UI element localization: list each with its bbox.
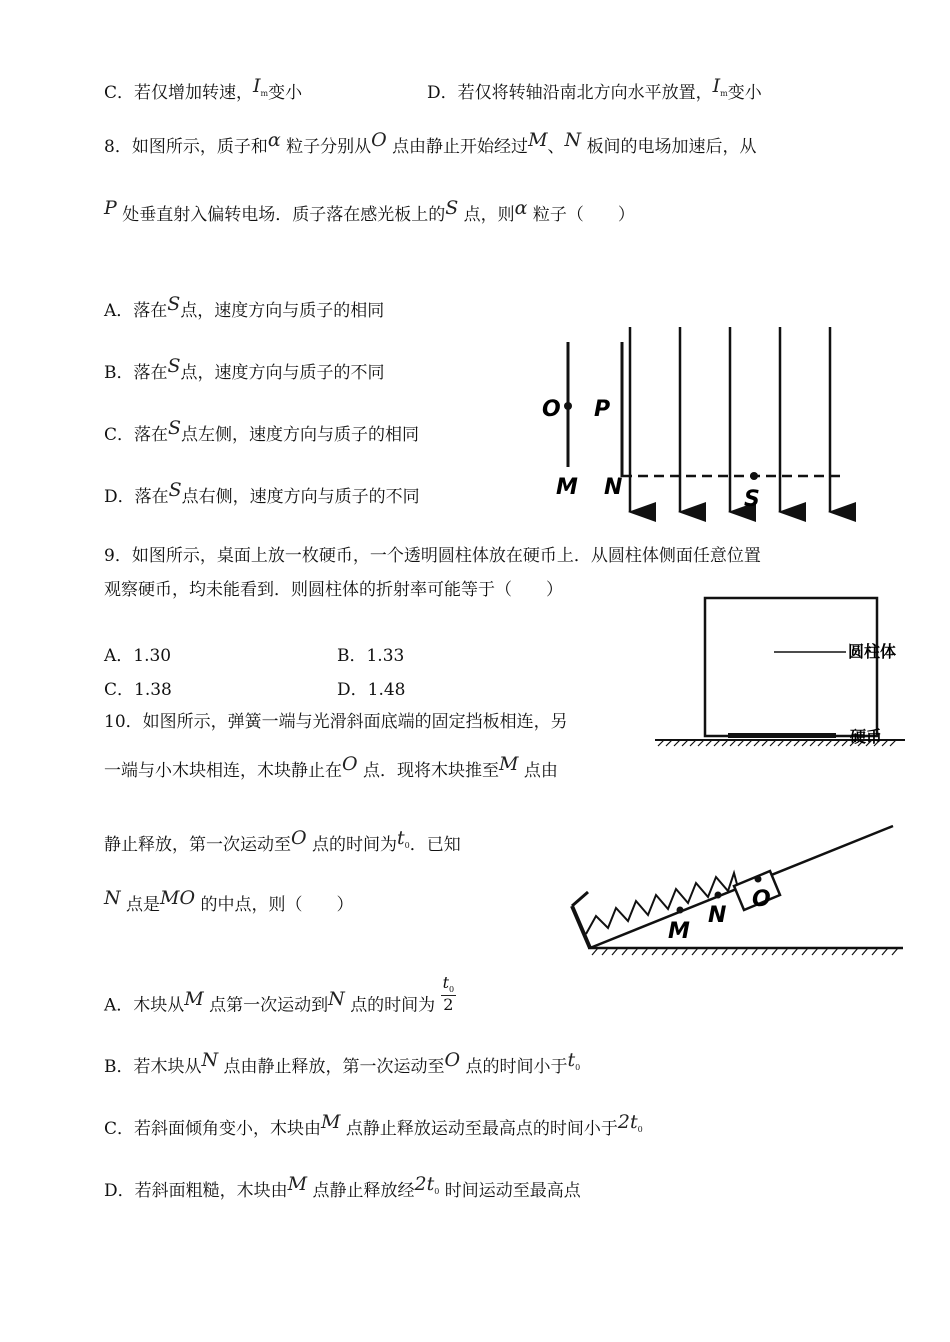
coin-label: 硬币 — [850, 727, 883, 746]
fixed-stop — [572, 906, 590, 948]
label-m: M — [668, 919, 690, 944]
q9-option-a: A．1.30 — [104, 646, 172, 666]
label-n: N — [708, 903, 727, 928]
q9-stem-line2: 观察硬币，均未能看到．则圆柱体的折射率可能等于（ ） — [104, 580, 563, 600]
point-m — [677, 907, 684, 914]
point-o — [755, 876, 762, 883]
q10-option-c: C．若斜面倾角变小，木块由M 点静止释放运动至最高点的时间小于$2t_0$ — [104, 1111, 643, 1139]
q7-option-d: D．若仅将转轴沿南北方向水平放置，$I_m$变小 — [427, 75, 762, 103]
label-o: O — [542, 397, 561, 422]
q8-stem-line1: 8．如图所示，质子和α 粒子分别从O 点由静止开始经过M、N 板间的电场加速后，从 — [104, 129, 757, 157]
point-s — [750, 472, 758, 480]
fraction-t0-over-2: $\frac{t_0}{2}$ — [442, 973, 455, 1014]
q10-stem-line1: 10．如图所示，弹簧一端与光滑斜面底端的固定挡板相连，另 — [104, 712, 568, 732]
q10-option-b: B．若木块从N 点由静止释放，第一次运动至O 点的时间小于$t_0$ — [104, 1049, 581, 1077]
label-m: M — [556, 475, 578, 500]
label-s: S — [744, 487, 760, 512]
point-n — [715, 892, 722, 899]
label-o: O — [752, 887, 771, 912]
q8-stem-line2: P 处垂直射入偏转电场．质子落在感光板上的S 点，则α 粒子（ ） — [104, 197, 635, 225]
q10-stem-line4: N 点是MO 的中点，则（ ） — [104, 887, 354, 915]
symbol-I: $I_m$ — [253, 75, 269, 98]
q9-option-b: B．1.33 — [337, 646, 405, 666]
q10-stem-line2: 一端与小木块相连，木块静止在O 点．现将木块推至M 点由 — [104, 753, 558, 781]
q9-stem-line1: 9．如图所示，桌面上放一枚硬币，一个透明圆柱体放在硬币上．从圆柱体侧面任意位置 — [104, 546, 761, 566]
q7-option-c: C．若仅增加转速，$I_m$变小 — [104, 75, 303, 103]
q8-option-c: C．落在S点左侧，速度方向与质子的相同 — [104, 417, 420, 445]
q10-incline-figure — [558, 808, 908, 968]
q8-option-d: D．落在S点右侧，速度方向与质子的不同 — [104, 479, 420, 507]
q9-option-c: C．1.38 — [104, 680, 172, 700]
q8-option-b: B．落在S点，速度方向与质子的不同 — [104, 355, 385, 383]
cylinder-label: 圆柱体 — [848, 642, 897, 661]
symbol-I: $I_m$ — [712, 75, 728, 98]
label-p: P — [594, 397, 611, 422]
q10-stem-line3: 静止释放，第一次运动至O 点的时间为$t_0$．已知 — [104, 827, 461, 855]
label-n: N — [604, 475, 623, 500]
q9-option-d: D．1.48 — [337, 680, 406, 700]
q8-deflection-figure — [528, 302, 858, 532]
cylinder — [705, 598, 877, 736]
point-o — [564, 402, 572, 410]
q8-option-a: A．落在S点，速度方向与质子的相同 — [104, 293, 385, 321]
q9-cylinder-figure — [650, 590, 920, 760]
q10-option-a: A．木块从M 点第一次运动到N 点的时间为 $\frac{t_0}{2}$ — [104, 973, 455, 1016]
q10-option-d: D．若斜面粗糙，木块由M 点静止释放经$2t_0$ 时间运动至最高点 — [104, 1173, 581, 1201]
coin — [728, 733, 836, 738]
